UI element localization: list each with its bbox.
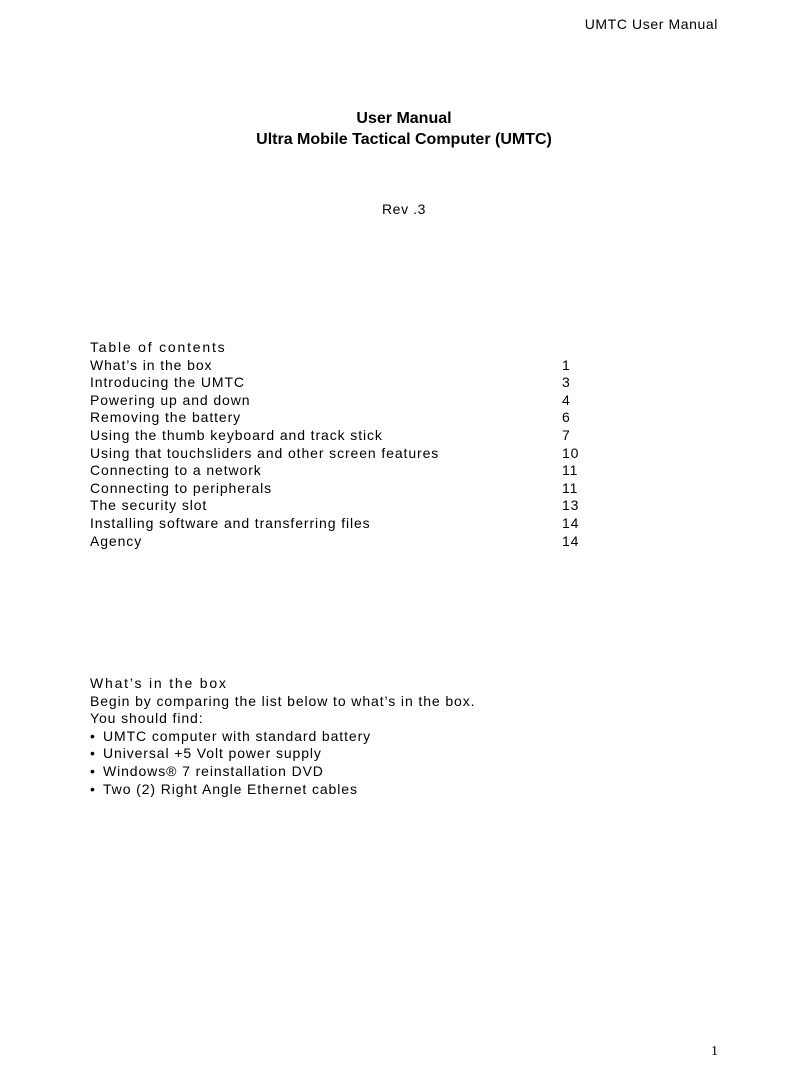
- toc-entry: [90, 357, 610, 375]
- list-item: [90, 781, 730, 799]
- revision-label: Rev .3: [381, 201, 427, 217]
- toc-entry-label: Removing the battery: [90, 409, 242, 426]
- toc-entry: [90, 480, 610, 498]
- toc-entry: [90, 445, 610, 463]
- toc-entry-page: 11: [562, 479, 579, 496]
- toc-entry-label: Using that touchsliders and other screen features: [90, 444, 440, 461]
- table-of-contents: [90, 339, 610, 550]
- toc-entry-page: 14: [562, 532, 580, 549]
- toc-entry-label: Introducing the UMTC: [90, 374, 245, 391]
- toc-entry: [90, 497, 610, 515]
- list-item: [90, 745, 730, 763]
- toc-entry: [90, 374, 610, 392]
- list-item: [90, 763, 730, 781]
- section-heading: What’s in the box: [90, 675, 228, 691]
- toc-entry-page: 4: [562, 391, 571, 408]
- section-intro: Begin by comparing the list below to what’s in the box.: [90, 692, 476, 709]
- bullet-icon: •: [90, 727, 96, 744]
- toc-entry-page: 7: [562, 426, 571, 443]
- toc-entry-page: 11: [562, 462, 579, 479]
- toc-entry-label: Connecting to a network: [90, 462, 262, 479]
- toc-entry-page: 14: [562, 514, 580, 531]
- bullet-icon: •: [90, 745, 96, 762]
- toc-entry-label: Powering up and down: [90, 391, 251, 408]
- title-line-1: User Manual: [356, 110, 452, 127]
- toc-entry-page: 1: [562, 356, 571, 373]
- list-item-text: Windows® 7 reinstallation DVD: [103, 762, 324, 779]
- whats-in-the-box-section: [90, 675, 730, 798]
- toc-entry-page: 10: [562, 444, 580, 461]
- toc-entry-label: What’s in the box: [90, 356, 213, 373]
- toc-entry-label: Installing software and transferring files: [90, 514, 371, 531]
- toc-entry-label: Connecting to peripherals: [90, 479, 273, 496]
- toc-entry: [90, 462, 610, 480]
- toc-entry: [90, 427, 610, 445]
- list-item-text: Universal +5 Volt power supply: [103, 745, 322, 762]
- list-item-text: UMTC computer with standard battery: [103, 727, 372, 744]
- toc-entry: [90, 409, 610, 427]
- toc-entry-label: Agency: [90, 532, 143, 549]
- toc-entry-page: 3: [562, 374, 571, 391]
- section-lead: You should find:: [90, 710, 204, 727]
- toc-entry-label: Using the thumb keyboard and track stick: [90, 426, 383, 443]
- toc-entry-label: The security slot: [90, 497, 208, 514]
- toc-entry: [90, 392, 610, 410]
- toc-entry-page: 13: [562, 497, 580, 514]
- document-title: [0, 108, 808, 150]
- list-item: [90, 728, 730, 746]
- toc-entry-page: 6: [562, 409, 571, 426]
- toc-heading: Table of contents: [90, 339, 227, 355]
- list-item-text: Two (2) Right Angle Ethernet cables: [103, 780, 358, 797]
- running-header: UMTC User Manual: [584, 16, 718, 32]
- bullet-icon: •: [90, 762, 96, 779]
- bullet-icon: •: [90, 780, 96, 797]
- toc-entry: [90, 515, 610, 533]
- title-line-2: Ultra Mobile Tactical Computer (UMTC): [256, 131, 552, 148]
- toc-entry: [90, 533, 610, 551]
- page-number: 1: [711, 1044, 718, 1059]
